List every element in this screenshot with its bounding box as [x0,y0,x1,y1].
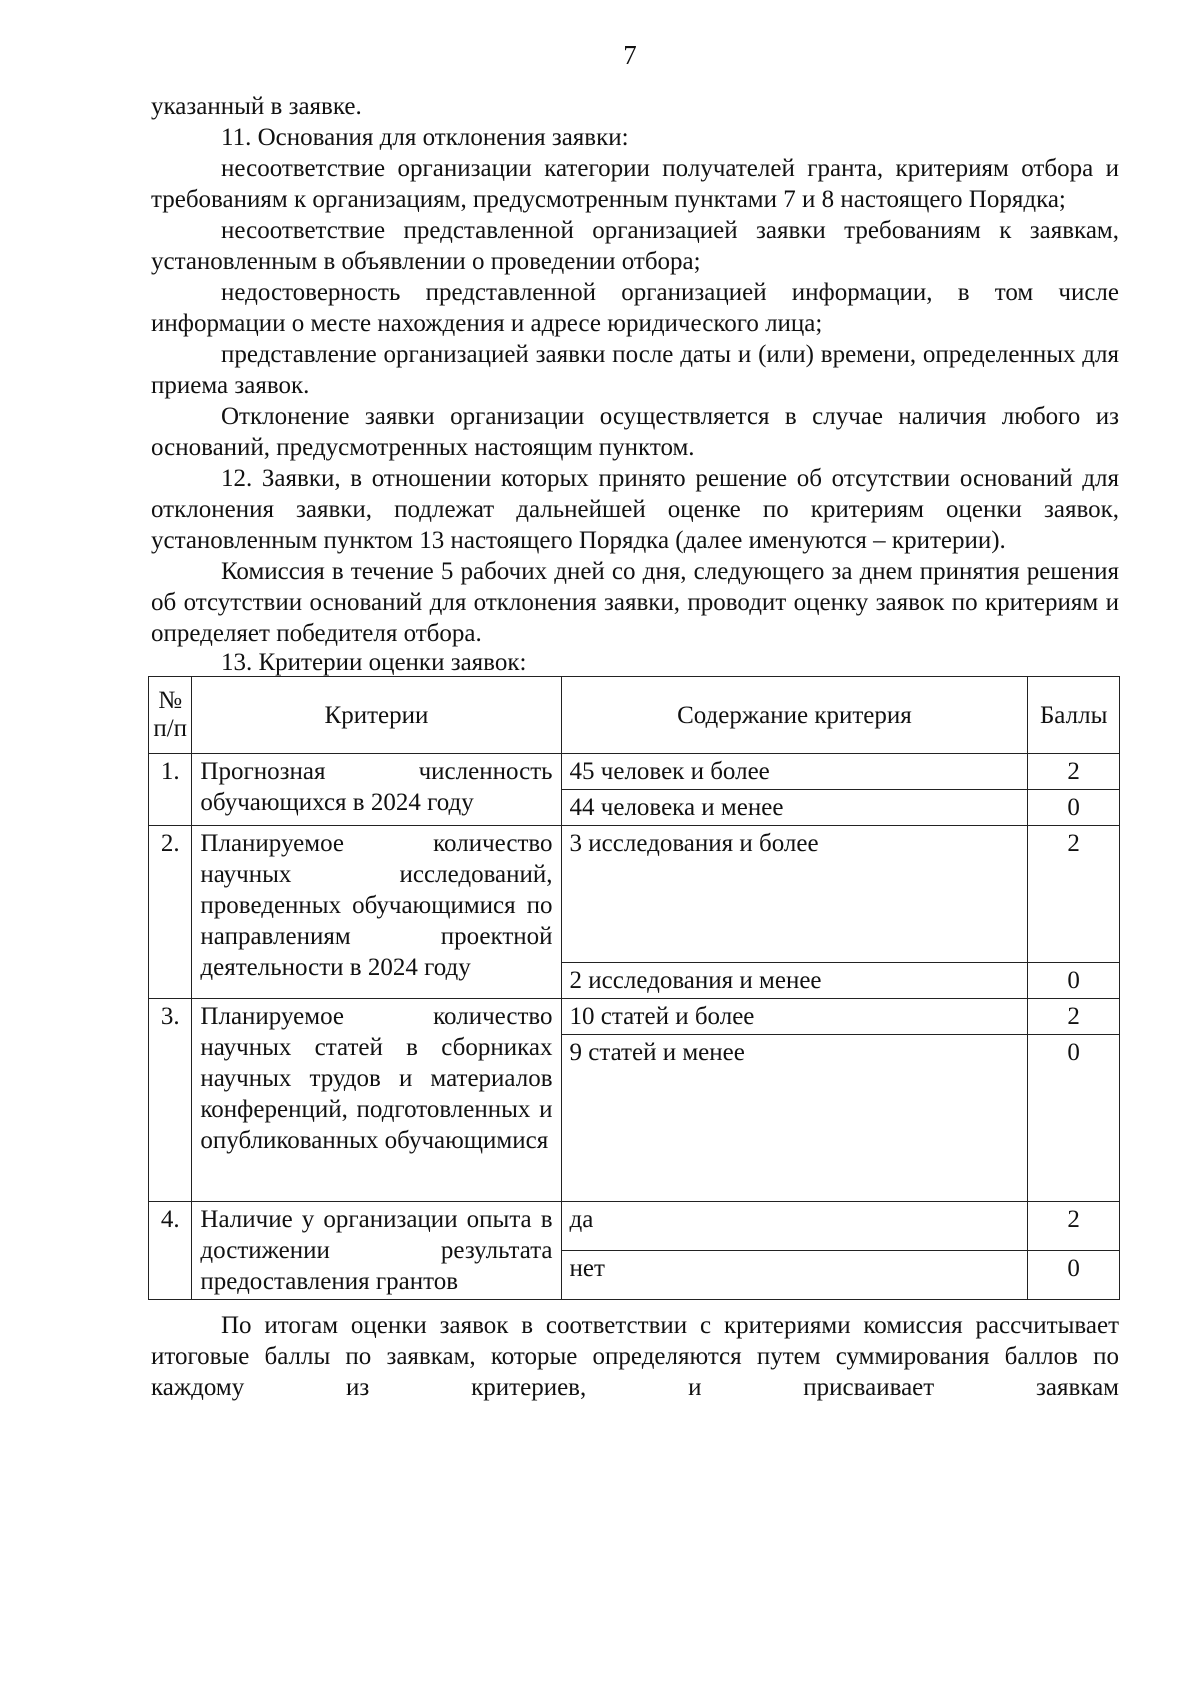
content-cell: 44 человека и менее [561,790,1028,826]
header-criteria: Критерии [192,677,561,754]
table-row [149,999,1120,1035]
score-cell: 0 [1028,790,1120,826]
content-cell: 2 исследования и менее [561,963,1028,999]
score-cell: 2 [1028,826,1120,963]
score-cell: 0 [1028,1251,1120,1300]
paragraph: 11. Основания для отклонения заявки: [221,124,629,151]
content-cell: 9 статей и менее [561,1035,1028,1202]
row-number: 4. [149,1202,192,1300]
content-cell: 3 исследования и более [561,826,1028,963]
paragraph: По итогам оценки заявок в соответствии с критериями комиссия рассчитывает итоговые баллы по заявкам, которые определяются путем суммирования баллов по каждому из критериев, и присваивает заявкам [151,1312,1119,1401]
paragraph: несоответствие представленной организацией заявки требованиям к заявкам, установленным в объявлении о проведении отбора; [151,217,1119,275]
table-header-row [149,677,1120,754]
table-row [149,1202,1120,1251]
content-cell: нет [561,1251,1028,1300]
paragraph: указанный в заявке. [151,93,362,120]
table-caption: 13. Критерии оценки заявок: [221,649,527,676]
row-number: 2. [149,826,192,999]
content-cell: 45 человек и более [561,754,1028,790]
table-row [149,826,1120,963]
header-number-line2: п/п [153,715,188,742]
paragraph: Комиссия в течение 5 рабочих дней со дня, следующего за днем принятия решения об отсутствии оснований для отклонения заявки, проводит оценку заявок по критериям и определяет победителя отбора. [151,558,1119,647]
score-cell: 0 [1028,963,1120,999]
paragraph: недостоверность представленной организацией информации, в том числе информации о месте нахождения и адресе юридического лица; [151,279,1119,337]
header-content: Содержание критерия [561,677,1028,754]
row-number: 3. [149,999,192,1202]
paragraph: Отклонение заявки организации осуществляется в случае наличия любого из оснований, предусмотренных настоящим пунктом. [151,403,1119,461]
content-cell: да [561,1202,1028,1251]
criterion-cell: Прогнозная численность обучающихся в 2024 году [192,754,561,826]
header-score: Баллы [1028,677,1120,754]
row-number: 1. [149,754,192,826]
content-cell: 10 статей и более [561,999,1028,1035]
criterion-cell: Планируемое количество научных статей в сборниках научных трудов и материалов конференций, подготовленных и опубликованных обучающимися [192,999,561,1202]
header-number [149,677,192,754]
paragraph: несоответствие организации категории получателей гранта, критериям отбора и требованиям к организациям, предусмотренным пунктами 7 и 8 настоящего Порядка; [151,155,1119,213]
paragraph: представление организацией заявки после даты и (или) времени, определенных для приема заявок. [151,341,1119,399]
document-body [151,91,1119,1403]
page-number: 7 [623,40,637,70]
score-cell: 2 [1028,1202,1120,1251]
criterion-cell: Наличие у организации опыта в достижении результата предоставления грантов [192,1202,561,1300]
header-number-line1: № [158,687,183,714]
criterion-cell: Планируемое количество научных исследований, проведенных обучающимися по направлениям проектной деятельности в 2024 году [192,826,561,999]
table-row [149,754,1120,790]
criteria-table [148,676,1120,1300]
score-cell: 2 [1028,999,1120,1035]
score-cell: 2 [1028,754,1120,790]
score-cell: 0 [1028,1035,1120,1202]
paragraph: 12. Заявки, в отношении которых принято решение об отсутствии оснований для отклонения заявки, подлежат дальнейшей оценке по критериям оценки заявок, установленным пунктом 13 настоящего Порядка (далее именуются – критерии). [151,465,1119,554]
